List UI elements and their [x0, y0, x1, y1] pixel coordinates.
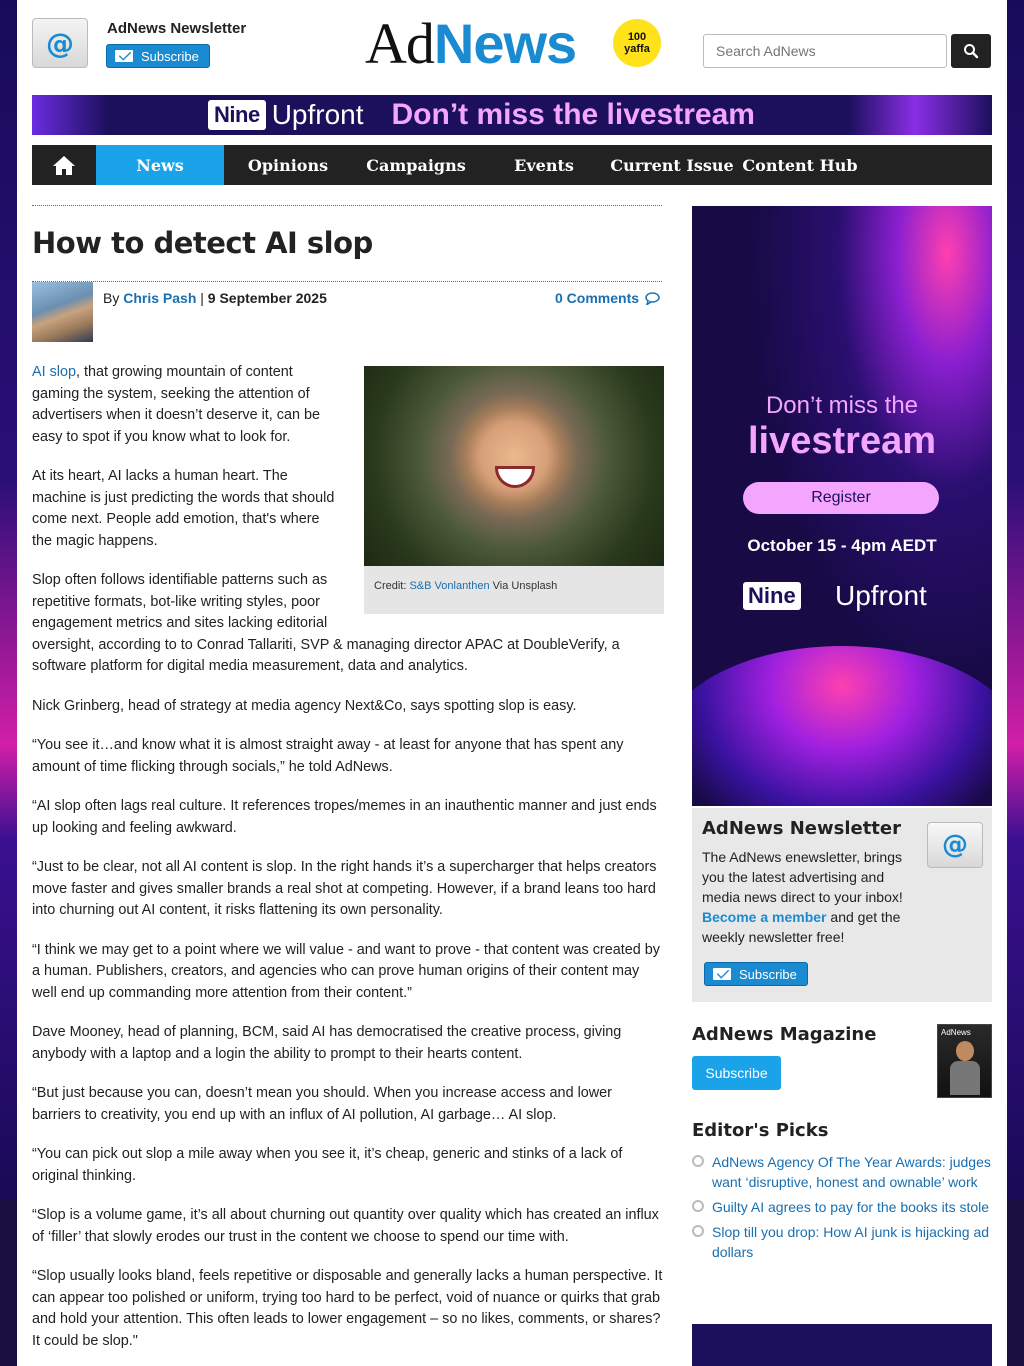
ad-register-button[interactable]: Register: [743, 482, 939, 514]
magazine-cover[interactable]: AdNews: [937, 1024, 992, 1098]
comment-icon: [645, 292, 660, 305]
pick-link[interactable]: AdNews Agency Of The Year Awards: judges want ‘disruptive, honest and ownable’ work: [712, 1154, 991, 1190]
envelope-icon: [115, 50, 133, 62]
search-button[interactable]: [951, 34, 991, 68]
list-item: [692, 1197, 992, 1217]
upfront-label: Upfront: [271, 99, 364, 130]
paragraph: “But just because you can, doesn’t mean you should. When you increase access and lower barriers to creativity, you end up with an influx of AI pollution, AI garbage… AI slop.: [32, 1085, 612, 1123]
paragraph: “You see it…and know what it is almost straight away - at least for anyone that has spent any amount of time flicking through socials,” he told AdNews.: [32, 737, 624, 775]
bullet-icon: [692, 1200, 704, 1212]
bottom-sidebar-ad[interactable]: [692, 1324, 992, 1366]
comments-link[interactable]: 0 Comments: [555, 290, 660, 306]
nav-campaigns[interactable]: Campaigns: [366, 155, 466, 175]
nine-logo: Nine: [208, 100, 266, 130]
nav-news[interactable]: News: [96, 145, 224, 185]
article-body: [32, 362, 664, 1366]
magazine-title: AdNews Magazine: [692, 1024, 877, 1045]
divider: [32, 205, 662, 206]
top-banner-ad[interactable]: [32, 95, 992, 135]
nav-current-issue[interactable]: Current Issue: [610, 155, 734, 175]
image-caption: Credit: S&B Vonlanthen Via Unsplash: [374, 580, 558, 592]
paragraph: “Just to be clear, not all AI content is slop. In the right hands it’s a supercharger that helps creators move faster and gives smaller brands a real shot at competing. However, if a brand leans too hard into churning out AI content, it risks flattening its own personality.: [32, 859, 657, 918]
ad-line-1: Don’t miss the: [765, 392, 919, 419]
author-link[interactable]: Chris Pash: [123, 290, 197, 306]
page: [17, 0, 1007, 1366]
paragraph: Dave Mooney, head of planning, BCM, said AI has democratised the creative process, giving anybody with a laptop and a login the ability to prompt to their hearts content.: [32, 1024, 622, 1062]
nav-events[interactable]: Events: [514, 155, 574, 175]
become-member-link[interactable]: Become a member: [702, 909, 827, 925]
newsletter-description: The AdNews enewsletter, brings you the latest advertising and media news direct to your inbox! Become a member and get the weekly newsletter free!: [702, 849, 903, 945]
nav-content-hub[interactable]: Content Hub: [742, 155, 858, 175]
paragraph: AI slop, that growing mountain of content gaming the system, seeking the attention of advertisers when it doesn’t deserve it, can be easy to spot if you know what to look for.: [32, 364, 320, 445]
background-decoration-right: [1007, 0, 1024, 1200]
newsletter-box: [692, 808, 992, 1002]
pick-link[interactable]: Slop till you drop: How AI junk is hijacking ad dollars: [712, 1224, 990, 1260]
ad-upfront-label: Upfront: [835, 580, 927, 611]
nav-opinions[interactable]: Opinions: [247, 155, 329, 175]
author-avatar[interactable]: [32, 282, 93, 342]
photographer-link[interactable]: S&B Vonlanthen: [409, 580, 490, 592]
bullet-icon: [692, 1225, 704, 1237]
bullet-icon: [692, 1155, 704, 1167]
article-figure: [364, 366, 664, 614]
paragraph: At its heart, AI lacks a human heart. The machine is just predicting the words that should come next. People add emotion, that's where the magic happens.: [32, 468, 335, 549]
editors-picks-list: [692, 1152, 992, 1267]
article-title: How to detect AI slop: [32, 226, 373, 260]
paragraph: Slop often follows identifiable patterns such as repetitive formats, bot-like writing styles, poor engagement metrics and sites lacking editorial oversight, according to to Conrad Tallariti, SVP & managing director APAC at DoubleVerify, a software platform for digital media measurement, data and analytics.: [32, 572, 620, 674]
paragraph: “AI slop often lags real culture. It references tropes/memes in an inauthentic manner and just ends up looking and feeling awkward.: [32, 798, 657, 836]
header-subscribe-button[interactable]: [106, 44, 210, 68]
divider: [32, 281, 662, 282]
paragraph: “Slop is a volume game, it’s all about churning out quantity over quality which has created an influx of ‘filler’ that slowly erodes our trust in the content we choose to spend our time with.: [32, 1207, 659, 1245]
paragraph: “Slop usually looks bland, feels repetitive or disposable and generally lacks a human perspective. It can appear too polished or uniform, trying too hard to be perfect, void of nuance or quirks that grab and hold your attention. This often leads to lower engagement – so no likes, comments, or shares? It could be slop.": [32, 1268, 663, 1349]
newsletter-box-title: AdNews Newsletter: [702, 818, 901, 839]
background-decoration-left: [0, 0, 17, 1200]
newsletter-subscribe-button[interactable]: Subscribe: [704, 962, 808, 986]
subscribe-label: Subscribe: [141, 48, 199, 64]
magazine-subscribe-button[interactable]: Subscribe: [692, 1056, 781, 1090]
yaffa-100-badge: 100 yaffa: [613, 19, 661, 67]
banner-tagline: Don’t miss the livestream: [391, 98, 755, 131]
search-icon: [963, 43, 979, 59]
search-input[interactable]: [703, 34, 947, 68]
ad-line-2: livestream: [747, 420, 936, 462]
header-newsletter-title: AdNews Newsletter: [107, 20, 247, 37]
ad-nine-logo: Nine: [743, 582, 801, 610]
list-item: [692, 1222, 992, 1262]
article-image[interactable]: [364, 366, 664, 566]
ai-slop-link[interactable]: AI slop: [32, 364, 76, 380]
paragraph: “I think we may get to a point where we will value - and want to prove - that content was created by a human. Publishers, creators, and agencies who can prove human origins of their content may well end up commanding more attention from their content.”: [32, 941, 660, 1001]
paragraph: “You can pick out slop a mile away when you see it, it’s cheap, generic and stinks of a lack of original thinking.: [32, 1146, 623, 1184]
list-item: [692, 1152, 992, 1192]
article-date: 9 September 2025: [207, 290, 327, 306]
nav-home[interactable]: [32, 145, 96, 185]
adnews-logo[interactable]: Ad News: [365, 10, 577, 76]
byline: By Chris Pash | 9 September 2025: [103, 290, 327, 306]
pick-link[interactable]: Guilty AI agrees to pay for the books its stole: [712, 1199, 990, 1215]
home-icon: [52, 154, 76, 176]
newsletter-email-icon[interactable]: @: [32, 18, 88, 68]
newsletter-email-icon: @: [927, 822, 983, 868]
ad-date: October 15 - 4pm AEDT: [747, 536, 937, 555]
editors-picks-title: Editor's Picks: [692, 1120, 829, 1141]
paragraph: Nick Grinberg, head of strategy at media agency Next&Co, says spotting slop is easy.: [32, 697, 577, 714]
sidebar-ad[interactable]: [692, 206, 992, 806]
main-nav: [32, 145, 992, 185]
envelope-icon: [713, 968, 731, 980]
